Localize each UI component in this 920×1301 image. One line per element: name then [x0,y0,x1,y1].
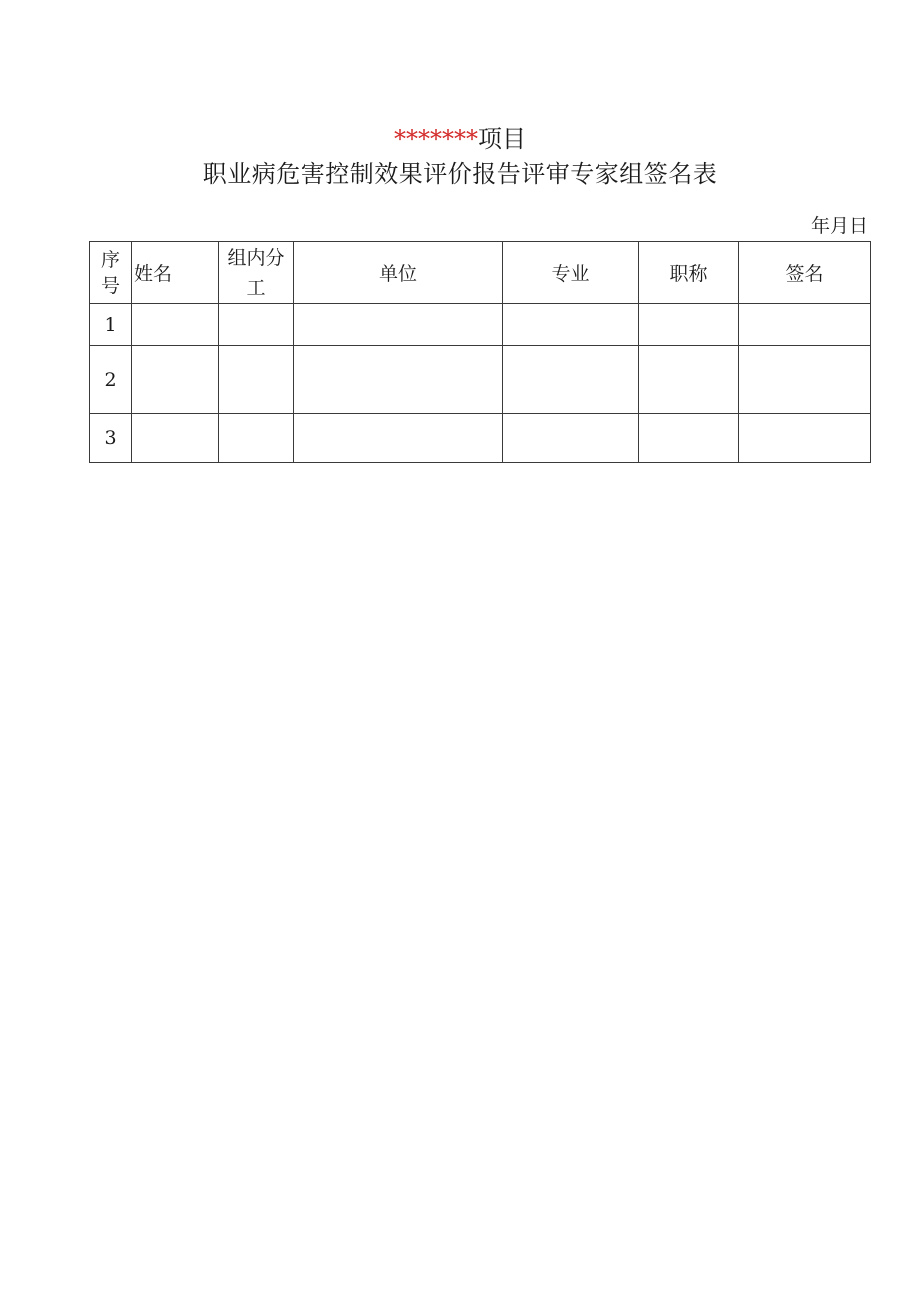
job-title-cell[interactable] [639,304,739,346]
signature-cell[interactable] [739,304,871,346]
role-cell[interactable] [219,346,294,414]
row-seq: 3 [90,414,132,463]
project-suffix: 项目 [478,125,526,153]
unit-cell[interactable] [294,346,503,414]
header-signature: 签名 [739,242,871,304]
form-title: 职业病危害控制效果评价报告评审专家组签名表 [202,160,718,188]
name-cell[interactable] [132,414,219,463]
table-row [90,346,871,414]
job-title-cell[interactable] [639,346,739,414]
header-job-title: 职称 [639,242,739,304]
name-cell[interactable] [132,346,219,414]
row-seq: 2 [90,346,132,414]
table-header-row [90,242,871,304]
name-cell[interactable] [132,304,219,346]
header-role-label: 组内分工 [227,246,285,299]
major-cell[interactable] [503,346,639,414]
date-label: 年月日 [810,215,868,237]
signature-cell[interactable] [739,346,871,414]
project-title [0,124,920,154]
header-seq [90,242,132,304]
job-title-cell[interactable] [639,414,739,463]
row-seq: 1 [90,304,132,346]
major-cell[interactable] [503,414,639,463]
header-seq-label: 序号 [100,248,120,297]
signature-table [89,241,871,463]
major-cell[interactable] [503,304,639,346]
project-name-placeholder: ******* [394,125,478,153]
header-name: 姓名 [132,242,219,304]
table-row [90,304,871,346]
role-cell[interactable] [219,304,294,346]
unit-cell[interactable] [294,304,503,346]
unit-cell[interactable] [294,414,503,463]
role-cell[interactable] [219,414,294,463]
header-unit: 单位 [294,242,503,304]
table-row [90,414,871,463]
signature-cell[interactable] [739,414,871,463]
header-major: 专业 [503,242,639,304]
header-role [219,242,294,304]
